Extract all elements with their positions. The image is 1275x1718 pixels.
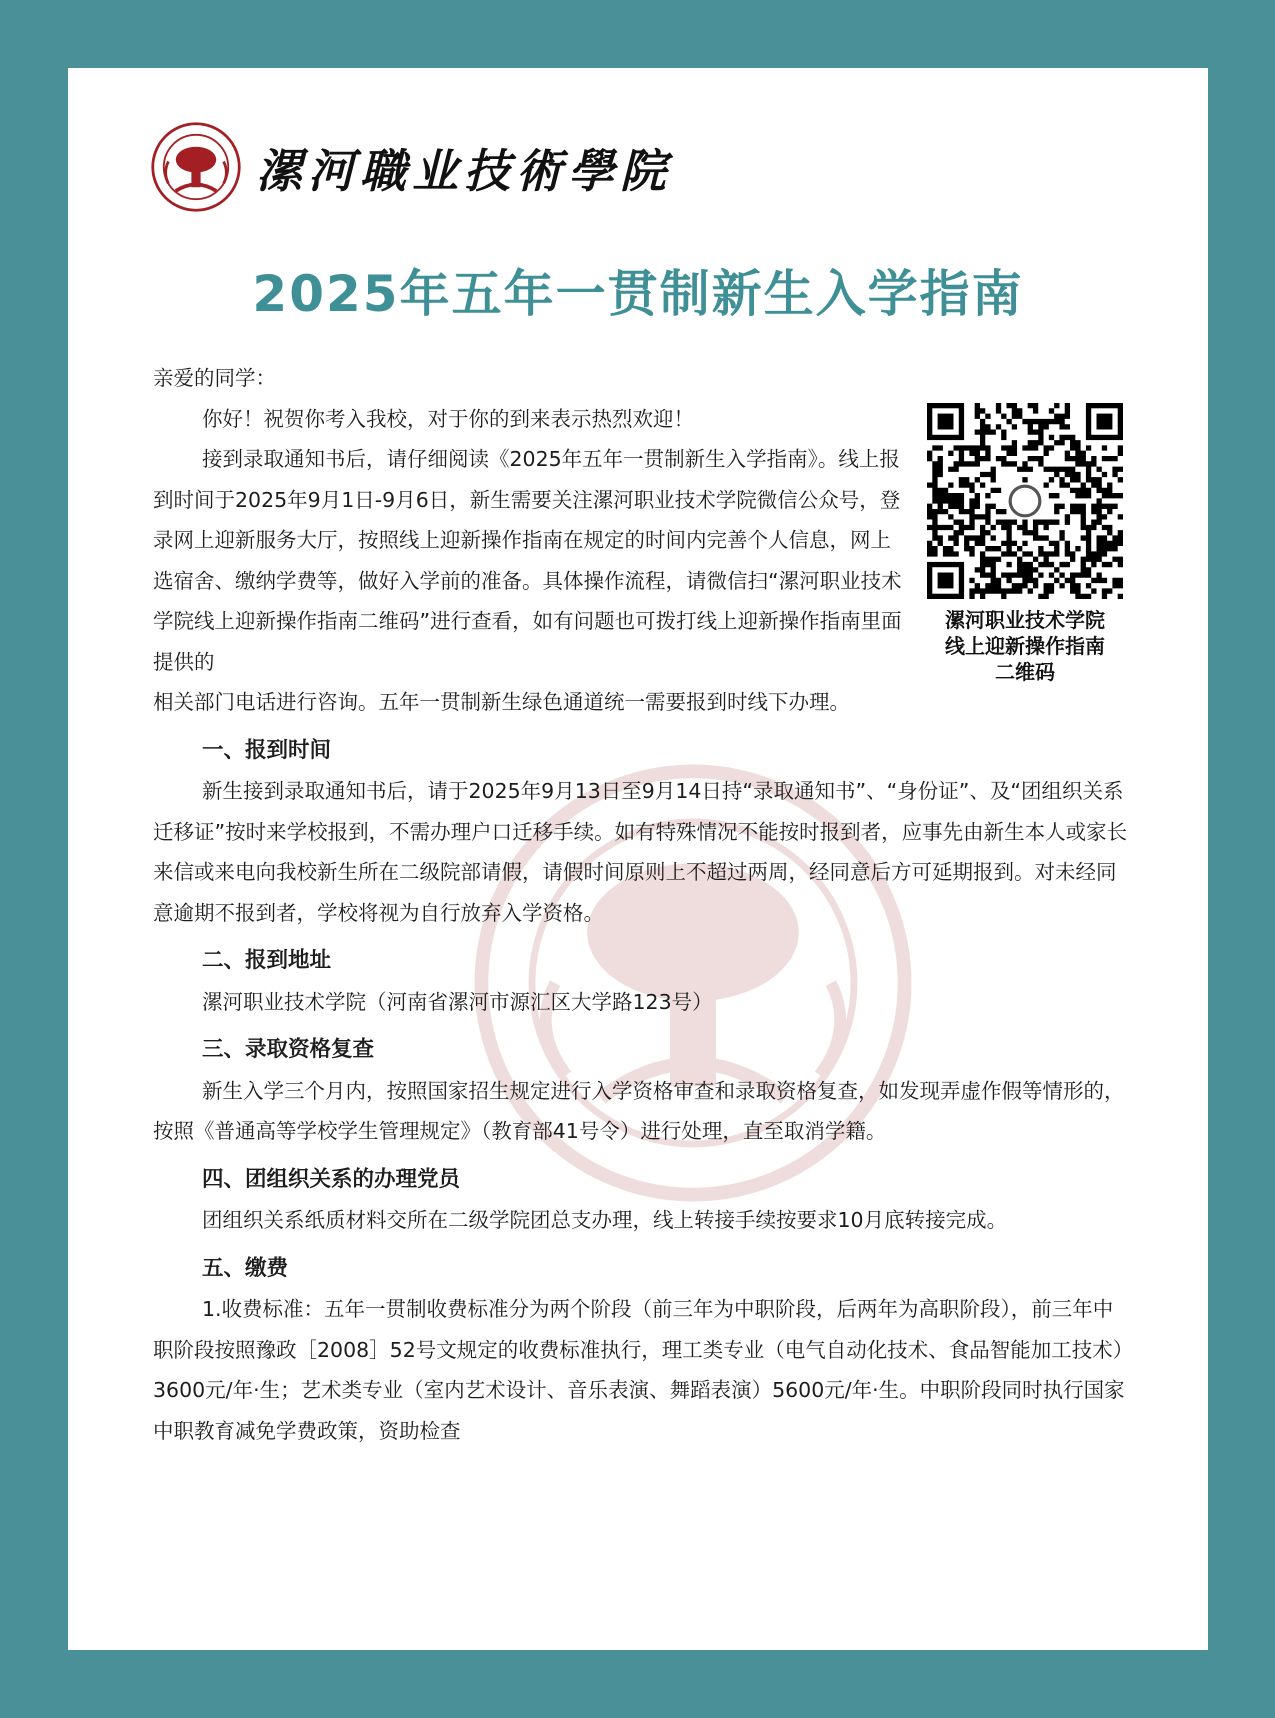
intro-paragraph: 接到录取通知书后，请仔细阅读《2025年五年一贯制新生入学指南》。线上报到时间于2025年9月1日-9月6日，新生需要关注漯河职业技术学院微信公众号，登录网上迎新服务大厅，按照线上迎新操作指南在规定的时间内完善个人信息，网上选宿舍、缴纳学费等，做好入学前的准备。具体操作流程，请微信扫“漯河职业技术学院线上迎新操作指南二维码”进行查看，如有问题也可拨打线上迎新操作指南里面提供的 <box>153 447 902 674</box>
page-title: 2025年五年一贯制新生入学指南 <box>252 265 1024 323</box>
section-paragraph: 新生接到录取通知书后，请于2025年9月13日至9月14日持“录取通知书”、“身份证”、及“团组织关系迁移证”按时来学校报到，不需办理户口迁移手续。如有特殊情况不能按时报到者，应事先由新生本人或家长来信或来电向我校新生所在二级院部请假，请假时间原则上不超过两周，经同意后方可延期报到。对未经同意逾期不报到者，学校将视为自行放弃入学资格。 <box>153 779 1128 925</box>
qr-caption-line: 二维码 <box>995 660 1055 684</box>
section-heading: 一、报到时间 <box>202 737 332 763</box>
welcome-text: 你好！祝贺你考入我校，对于你的到来表示热烈欢迎！ <box>202 406 694 431</box>
section-heading: 四、团组织关系的办理党员 <box>202 1166 461 1192</box>
section-paragraph: 漯河职业技术学院（河南省漯河市源汇区大学路123号） <box>202 989 713 1014</box>
school-name-logo: 漯河職业技術學院 <box>256 144 672 198</box>
section-heading: 五、缴费 <box>202 1255 289 1281</box>
section-heading: 二、报到地址 <box>202 948 332 973</box>
document-body <box>153 358 1128 1451</box>
greeting: 亲爱的同学： <box>153 366 276 390</box>
qr-caption-line: 漯河职业技术学院 <box>945 608 1105 632</box>
document-page <box>68 68 1208 1650</box>
section-heading: 三、录取资格复查 <box>202 1037 375 1062</box>
section-paragraph: 新生入学三个月内，按照国家招生规定进行入学资格审查和录取资格复查，如发现弄虚作假等情形的，按照《普通高等学校学生管理规定》（教育部41号令）进行处理，直至取消学籍。 <box>153 1078 1125 1143</box>
section-paragraph: 1.收费标准：五年一贯制收费标准分为两个阶段（前三年为中职阶段，后两年为高职阶段），前三年中职阶段按照豫政［2008］52号文规定的收费标准执行，理工类专业（电气自动化技术、食品智能加工技术）3600元/年·生；艺术类专业（室内艺术设计、音乐表演、舞蹈表演）5600元/年·生。中职阶段同时执行国家中职教育减免学费政策，资助检查 <box>153 1297 1125 1443</box>
intro-paragraph-last-line: 相关部门电话进行咨询。五年一贯制新生绿色通道统一需要报到时线下办理。 <box>153 690 850 714</box>
section-paragraph: 团组织关系纸质材料交所在二级学院团总支办理，线上转接手续按要求10月底转接完成。 <box>202 1208 1008 1232</box>
school-seal-icon <box>150 121 242 213</box>
qr-caption-line: 线上迎新操作指南 <box>945 634 1105 658</box>
